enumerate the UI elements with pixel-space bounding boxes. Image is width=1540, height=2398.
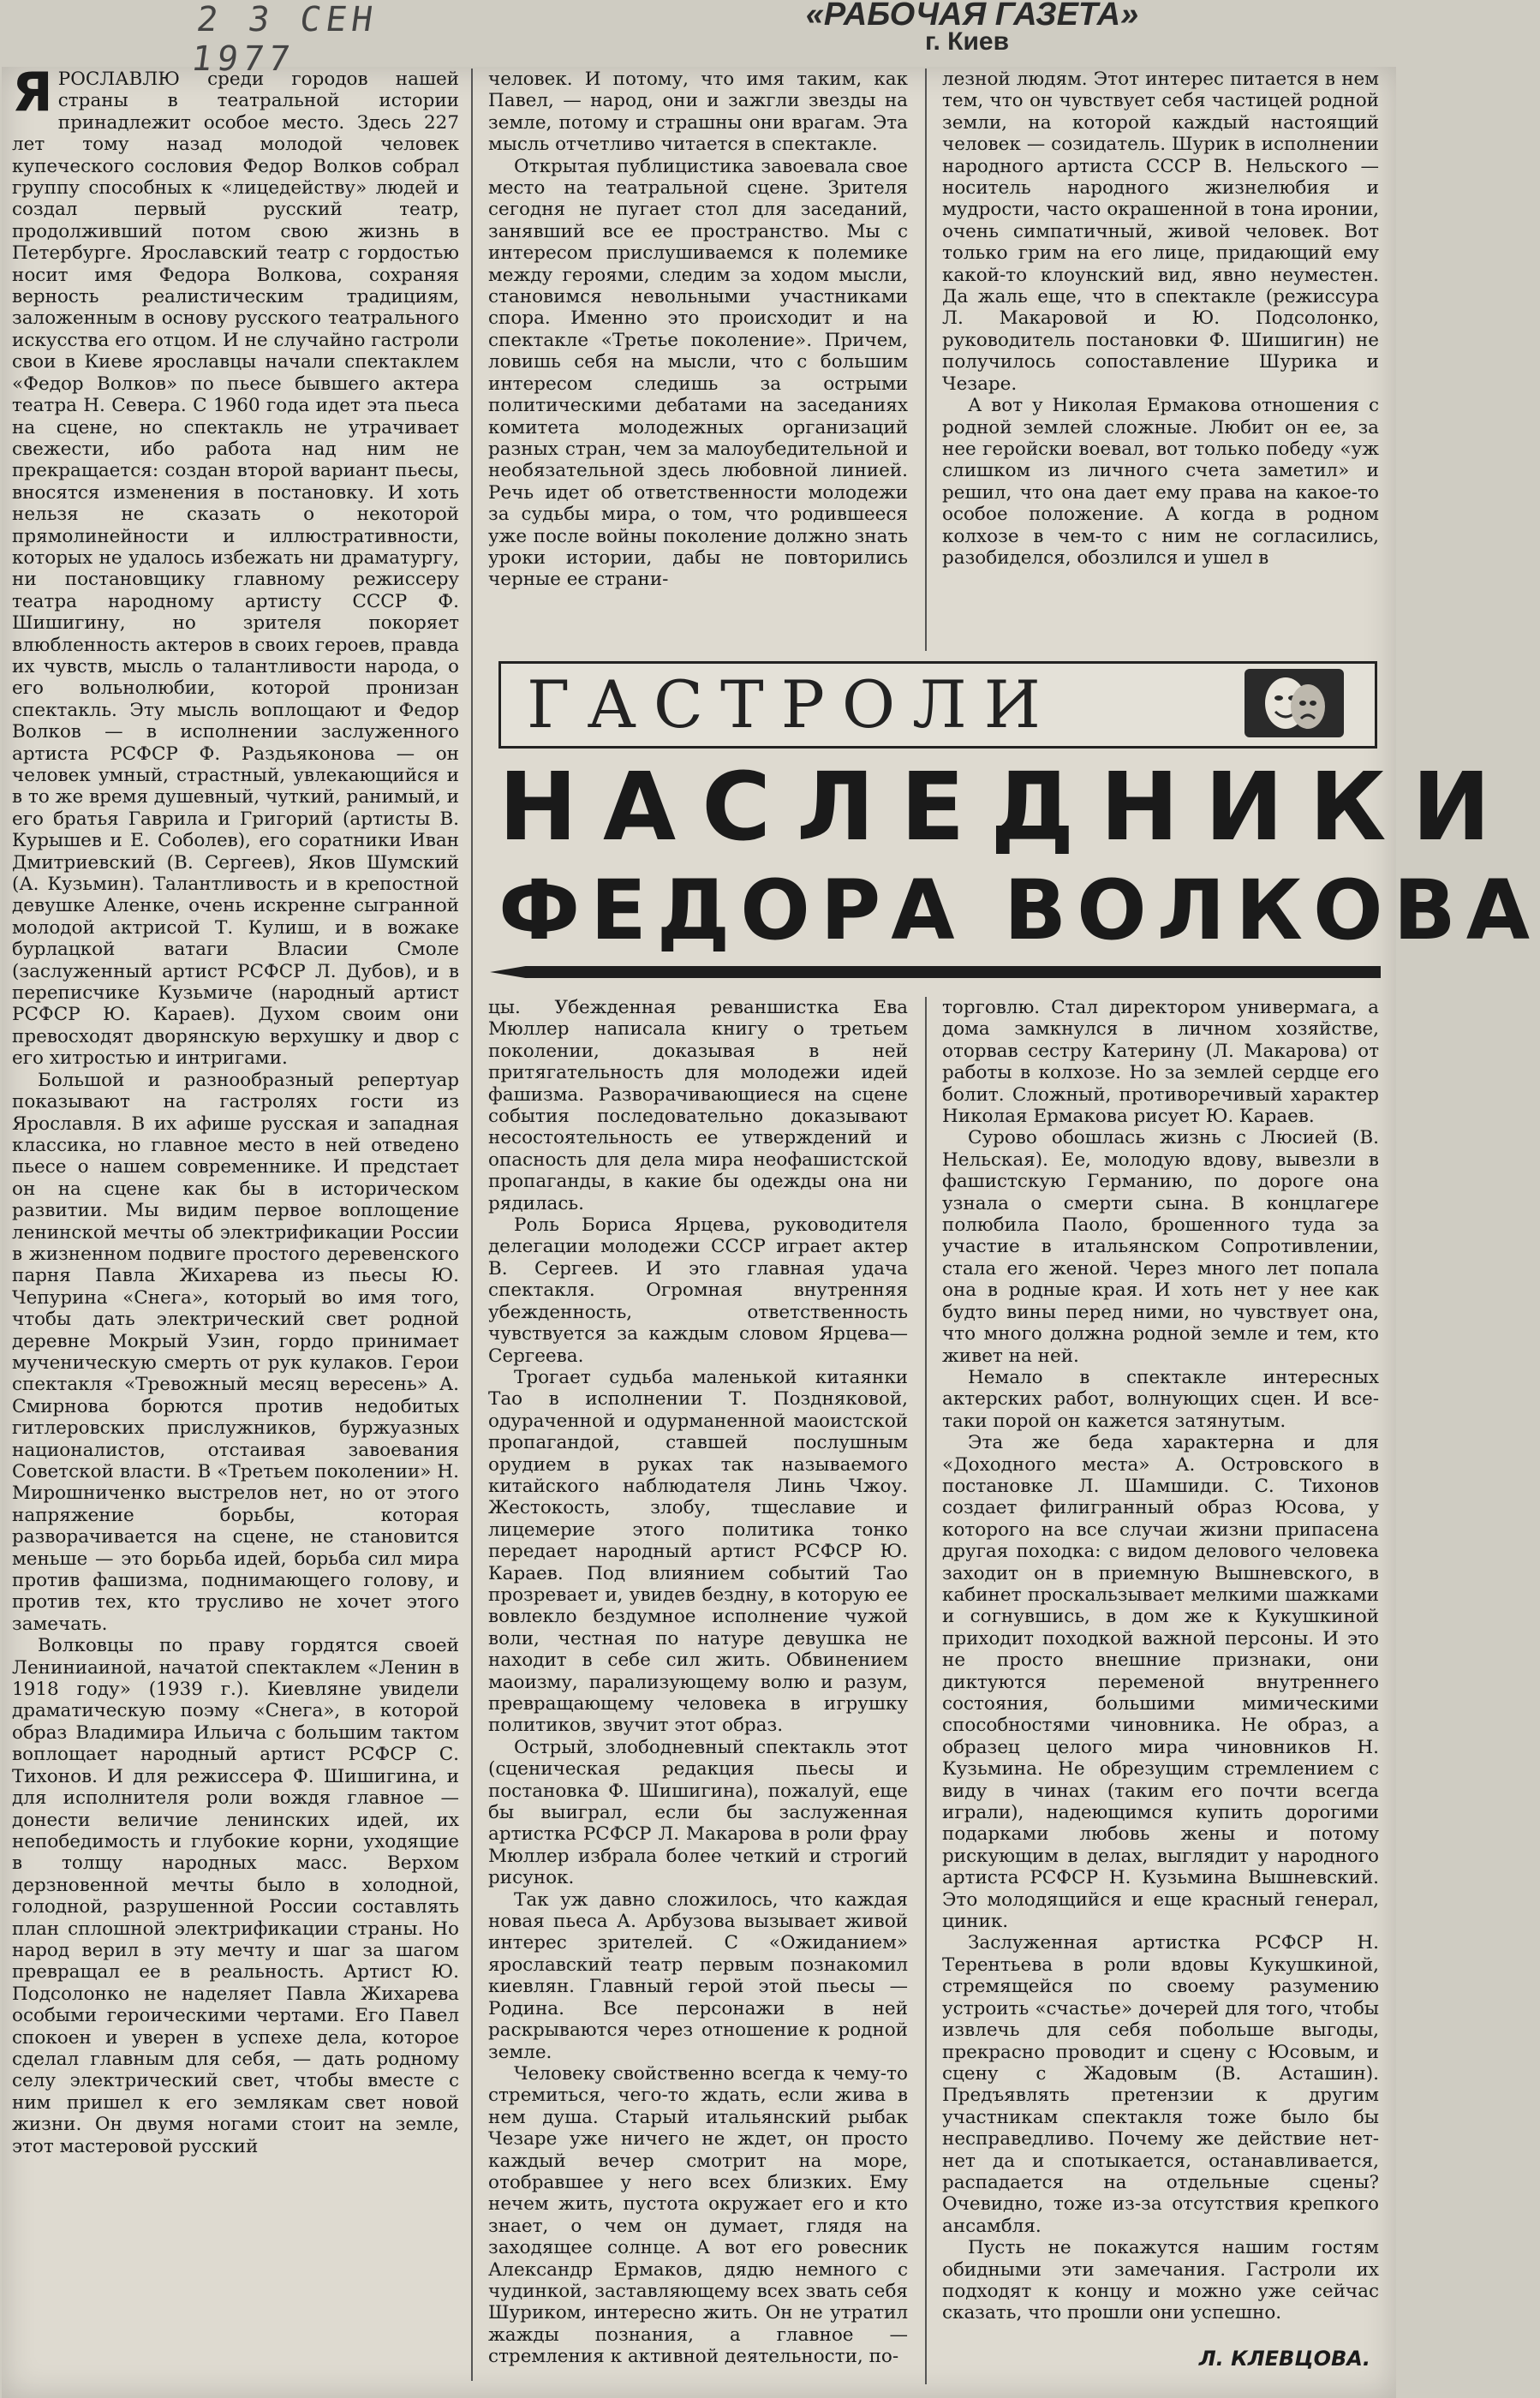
article-paragraph: Волковцы по праву гордятся своей Лениниаиной, начатой спектаклем «Ленин в 1918 году» (1939 г.). Киевляне увидели драматическую поэму «Снега», в которой образ Владимира Ильича с большим тактом воплощает народный артист РСФСР С. Тихонов. И для режиссера Ф. Шишигина, и для исполнителя роли вождя главное — донести величие ленинских идей, их непобедимость и глубокие корни, уходящие в толщу народных масс. Верхом дерзновенной мечты было в холодной, голодной, разрушенной России составлять план сплошной электрификации страны. Но народ верил в эту мечту и шаг за шагом превращал ее в реальность. Артист Ю. Подсолонко не наделяет Павла Жихарева особыми героическими чертами. Его Павел спокоен и уверен в успехе дела, которое сделал главным для себя, — дать родному селу электрический свет, чтобы вместе с ним пришел к его землякам свет новой жизни. Он двумя ногами стоит на земле, этот мастеровой русский: [12, 1635, 459, 2157]
column-rule: [925, 69, 927, 651]
rubric-banner: [498, 661, 1377, 749]
headline-line-2: ФЕДОРА ВОЛКОВА: [498, 862, 1540, 958]
article-column-3-bottom: [942, 997, 1379, 2341]
article-paragraph: Большой и разнообразный репертуар показывают на гастролях гости из Ярославля. В их афише русская и западная классика, но главное место в ней отведено пьесе о нашем современнике. И предстает он на сцене как бы в историческом развитии. Мы видим первое воплощение ленинской мечты об электрификации России в жизненном подвиге простого деревенского парня Павла Жихарева из пьесы Ю. Чепурина «Снега», который во имя того, чтобы дать электрический свет родной деревне Мокрый Узин, гордо принимает мученическую смерть от рук кулаков. Герои спектакля «Тревожный месяц вересень» А. Смирнова борются против недобитых гитлеровских прислужников, буржуазных националистов, отстаивая завоевания Советской власти. В «Третьем поколении» Н. Мирошниченко выстрелов нет, но от этого напряжение борьбы, которая разворачивается на сцене, не становится меньше — это борьба идей, борьба сил мира против фашизма, поднимающего голову, и против тех, кто трусливо не хочет этого замечать.: [12, 1069, 459, 1635]
column-rule: [925, 997, 927, 2384]
article-paragraph: Острый, злободневный спектакль этот (сценическая редакция пьесы и постановка Ф. Шишигина), пожалуй, еще бы выиграл, если бы заслуженная артистка РСФСР Л. Макарова в роли фрау Мюллер избрала более четкий и строгий рисунок.: [488, 1736, 908, 1889]
article-paragraph: А вот у Николая Ермакова отношения с родной землей сложные. Любит он ее, за нее геройски воевал, вот только победу «уж слишком из личного счета заметил» и решил, что она дает ему права на какое-то особое положение. А когда в родном колхозе в чем-то с ним не согласились, разобиделся, обозлился и ушел в: [942, 395, 1379, 569]
article-column-2-top: [488, 69, 908, 634]
column-rule: [471, 69, 473, 2381]
article-paragraph: Роль Бориса Ярцева, руководителя делегации молодежи СССР играет актер В. Сергеев. И это главная удача спектакля. Огромная внутренняя убежденность, ответственность чувствуется за каждым словом Ярцева—Сергеева.: [488, 1214, 908, 1367]
rubric-title: ГАСТРОЛИ: [527, 666, 1058, 743]
article-paragraph: Открытая публицистика завоевала свое место на театральной сцене. Зрителя сегодня не пугает стол для заседаний, занявший все ее пространство. Мы с интересом прислушиваемся к полемике между героями, следим за ходом мысли, становимся невольными участниками спора. Именно это происходит и на спектакле «Третье поколение». Причем, ловишь себя на мысли, что с большим интересом следишь за острыми политическими дебатами на заседаниях комитета молодежных организаций разных стран, чем за малоубедительной и необязательной здесь любовной линией. Речь идет об ответственности молодежи за судьбы мира, о том, что родившееся уже после войны поколение должно знать уроки истории, дабы не повторились черные ее страни-: [488, 155, 908, 591]
article-paragraph: Заслуженная артистка РСФСР Н. Терентьева в роли вдовы Кукушкиной, стремящейся по своему разумению устроить «счастье» дочерей для того, чтобы извлечь для себя побольше выгоды, прекрасно проводит и сцену с Юсовым, и сцену с Жадовым (В. Асташин). Предъявлять претензии к другим участникам спектакля тоже было бы несправедливо. Почему же действие нет-нет да и спотыкается, останавливается, распадается на отдельные сцены? Очевидно, тоже из-за отсутствия крепкого ансамбля.: [942, 1932, 1379, 2237]
author-signature: Л. КЛЕВЦОВА.: [1198, 2347, 1370, 2371]
newspaper-city: г. Киев: [925, 27, 1010, 56]
article-paragraph: Эта же беда характерна и для «Доходного места» А. Островского в постановке Л. Шамшиди. С. Тихонов создает филигранный образ Юсова, у которого на все случаи жизни припасена другая походка: с видом делового человека заходит он в приемную Вышневского, в кабинет проскальзывает мелкими шажками и согнувшись, в дом же к Кукушкиной приходит походкой важной персоны. И это не просто внешние признаки, они диктуются переменой внутреннего состояния, большими мимическими способностями чиновника. Не образ, а образец целого мира чиновников Н. Кузьмина. Не обрезущим стремлением с виду в чинах (таким его почти всегда играли), надеющимся купить дорогими подарками любовь жены и потому рискующим в делах, выглядит у народного артиста РСФСР Н. Кузьмина Вышневский. Это молодящийся и еще красный генерал, циник.: [942, 1432, 1379, 1933]
date-stamp: 2 3 СЕН 1977: [188, 0, 380, 79]
article-paragraph: цы. Убежденная реваншистка Ева Мюллер написала книгу о третьем поколении, доказывая в ней притягательность для молодежи идей фашизма. Разворачивающиеся на сцене события последовательно доказывают несостоятельность ее утверждений и опасность для дела мира неофашистской пропаганды, в какие бы одежды она ни рядилась.: [488, 997, 908, 1214]
article-paragraph: ЯРОСЛАВЛЮ среди городов нашей страны в театральной истории принадлежит особое место. Здесь 227 лет тому назад молодой человек купеческого сословия Федор Волков собрал группу способных к «лицедейству» людей и создал первый русский театр, продолживший потом свою жизнь в Петербурге. Ярославский театр с гордостью носит имя Федора Волкова, сохраняя верность реалистическим традициям, заложенным в основу русского театрального искусства его отцом. И не случайно гастроли свои в Киеве ярославцы начали спектаклем «Федор Волков» по пьесе бывшего актера театра Н. Севера. С 1960 года идет эта пьеса на сцене, но спектакль не утрачивает свежести, ибо работа над ним не прекращается: создан второй вариант пьесы, вносятся изменения в постановку. И хоть нельзя не сказать о некоторой прямолинейности и иллюстративности, которых не удалось избежать ни драматургу, ни постановщику главному режиссеру театра народному артисту СССР Ф. Шишигину, но зрителя покоряет влюбленность актеров в своих героев, правда их чувств, мысль о талантливости народа, о его вольнолюбии, которой пронизан спектакль. Эту мысль воплощают и Федор Волков — в исполнении заслуженного артиста РСФСР Ф. Раздьяконова — он человек умный, страстный, увлекающийся и в то же время душевный, чуткий, ранимый, и его братья Гаврила и Григорий (артисты В. Курышев и Е. Соболев), его соратники Иван Дмитриевский (В. Сергеев), Яков Шумский (А. Кузьмин). Талантливость и в крепостной девушке Аленке, очень искренне сыгранной молодой актрисой Т. Кулиш, и в вожаке бурлацкой ватаги Власии Смоле (заслуженный артист РСФСР Л. Дубов), и в переписчике Кузьмиче (народный артист РСФСР Ю. Караев). Духом своим они превосходят дворянскую верхушку и двор с его хитростью и интригами.: [12, 61, 459, 1070]
article-paragraph: Человеку свойственно всегда к чему-то стремиться, чего-то ждать, если жива в нем душа. Старый итальянский рыбак Чезаре уже ничего не ждет, он просто каждый вечер смотрит на море, отобравшее у него всех близких. Ему нечем жить, пустота окружает его и кто знает, о чем он думает, глядя на заходящее солнце. А вот его ровесник Александр Ермаков, дядю немного с чудинкой, заставляющему всех звать себя Шуриком, интересно жить. Он не утратил жажды познания, а главное — стремления к активной деятельности, по-: [488, 2062, 908, 2368]
article-paragraph: Пусть не покажутся нашим гостям обидными эти замечания. Гастроли их подходят к концу и можно уже сейчас сказать, что прошли они успешно.: [942, 2237, 1379, 2324]
article-column-3-top: [942, 69, 1379, 651]
article-column-2-bottom: [488, 997, 908, 2384]
drop-cap: Я: [12, 61, 53, 123]
article-paragraph: Так уж давно сложилось, что каждая новая пьеса А. Арбузова вызывает живой интерес зрителей. С «Ожиданием» ярославский театр первым познакомил киевлян. Главный герой этой пьесы — Родина. Все персонажи в ней раскрываются через отношение к родной земле.: [488, 1888, 908, 2063]
theatre-masks-icon: [1245, 669, 1344, 737]
article-paragraph: Трогает судьба маленькой китаянки Тао в исполнении Т. Поздняковой, одураченной и одурманенной маоистской пропагандой, ставшей послушным орудием в руках так называемого китайского наблюдателя Линь Чжоу. Жестокость, злобу, тщеславие и лицемерие этого политика тонко передает народный артист РСФСР Ю. Караев. Под влиянием событий Тао прозревает и, увидев бездну, в которую ее вовлекло бездумное исполнение чужой воли, честная по натуре девушка не находит в себе сил жить. Обвинением маоизму, парализующему волю и разум, превращающему человека в игрушку политиков, звучит этот образ.: [488, 1366, 908, 1737]
newspaper-name: «РАБОЧАЯ ГАЗЕТА»: [805, 0, 1139, 33]
headline-underline: [490, 966, 1381, 978]
article-paragraph: Немало в спектакле интересных актерских работ, волнующих сцен. И все-таки порой он кажется затянутым.: [942, 1366, 1379, 1432]
headline-line-1: НАСЛЕДНИКИ: [498, 752, 1517, 862]
article-paragraph: Сурово обошлась жизнь с Люсией (В. Нельская). Ее, молодую вдову, вывезли в фашистскую Германию, по дороге она узнала о смерти сына. В концлагере полюбила Паоло, брошенного туда за участие в итальянском Сопротивлении, стала его женой. Через много лет попала она в родные края. И хоть нет у нее как будто вины перед ними, но чувствует она, что много должна родной земле и тем, кто живет на ней.: [942, 1127, 1379, 1367]
article-paragraph: человек. И потому, что имя таким, как Павел, — народ, они и зажгли звезды на земле, потому и страшны они врагам. Эта мысль отчетливо читается в спектакле.: [488, 69, 908, 156]
article-column-1: [12, 61, 459, 2395]
article-paragraph: торговлю. Стал директором универмага, а дома замкнулся в личном хозяйстве, оторвав сестру Катерину (Л. Макарова) от работы в колхозе. Но за землей сердце его болит. Сложный, противоречивый характер Николая Ермакова рисует Ю. Караев.: [942, 997, 1379, 1128]
article-paragraph: лезной людям. Этот интерес питается в нем тем, что он чувствует себя частицей родной земли, на которой каждый настоящий человек — созидатель. Шурик в исполнении народного артиста СССР В. Нельского — носитель народного жизнелюбия и мудрости, часто окрашенной в тона иронии, очень симпатичный, живой человек. Вот только грим на его лице, придающий ему какой-то клоунский вид, явно неуместен. Да жаль еще, что в спектакле (режиссура Л. Макаровой и Ю. Подсолонко, руководитель постановки Ф. Шишигин) не получилось сопоставление Шурика и Чезаре.: [942, 69, 1379, 395]
